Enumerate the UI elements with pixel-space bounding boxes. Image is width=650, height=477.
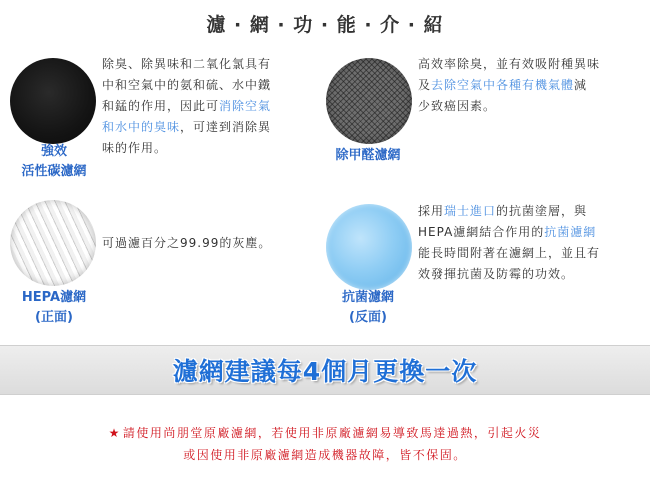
formaldehyde-filter-caption: 除甲醛濾網 xyxy=(335,148,401,163)
caption-line: 活性碳濾網 xyxy=(21,164,87,179)
desc-line: 味的作用。 xyxy=(102,141,168,155)
replacement-banner xyxy=(0,345,650,395)
antibacterial-filter-description xyxy=(418,201,643,285)
caption-line: 強效 xyxy=(40,144,67,159)
desc-line: 和水中的臭味，可達到消除異 xyxy=(102,120,272,134)
notice-text: 請使用尚朋堂原廠濾網，若使用非原廠濾網易導致馬達過熱，引起火災 xyxy=(122,426,542,440)
desc-line: 效發揮抗菌及防霉的功效。 xyxy=(418,267,575,281)
carbon-filter-description xyxy=(102,54,312,159)
desc-line: 少致癌因素。 xyxy=(418,99,497,113)
antibacterial-filter-caption xyxy=(318,288,418,328)
desc-line: 除臭、除異味和二氧化氯具有 xyxy=(102,57,272,71)
desc-line: 中和空氣中的氨和硫、水中鐵 xyxy=(102,78,272,92)
desc-line: 和錳的作用，因此可消除空氣 xyxy=(102,99,272,113)
desc-line: 及去除空氣中各種有機氣體減 xyxy=(418,78,588,92)
carbon-filter-image xyxy=(10,58,96,144)
caption-line: (正面) xyxy=(35,310,73,325)
star-icon: ★ xyxy=(108,426,121,440)
caption-line: (反面) xyxy=(349,310,387,325)
antibacterial-filter-image xyxy=(326,204,412,290)
warning-notice-line-2: 或因使用非原廠濾網造成機器故障，皆不保固。 xyxy=(183,448,467,462)
banner-text: 濾網建議每4個月更換一次 xyxy=(172,357,478,386)
warning-notice-line-1 xyxy=(0,424,650,441)
page-title: 濾 · 網 · 功 · 能 · 介 · 紹 xyxy=(206,14,444,36)
hepa-filter-caption xyxy=(4,288,104,328)
desc-line: 採用瑞士進口的抗菌塗層，與 xyxy=(418,204,588,218)
caption-line: 抗菌濾網 xyxy=(341,290,394,305)
carbon-filter-caption xyxy=(8,142,100,182)
hepa-filter-image xyxy=(10,200,96,286)
caption-line: HEPA濾網 xyxy=(21,290,87,305)
formaldehyde-filter-description xyxy=(418,54,643,117)
formaldehyde-filter-image xyxy=(326,58,412,144)
desc-line: 高效率除臭，並有效吸附種異味 xyxy=(418,57,601,71)
desc-line: HEPA濾網結合作用的抗菌濾網 xyxy=(418,225,597,239)
desc-line: 能長時間附著在濾網上，並且有 xyxy=(418,246,601,260)
hepa-filter-description: 可過濾百分之99.99的灰塵。 xyxy=(102,236,272,250)
